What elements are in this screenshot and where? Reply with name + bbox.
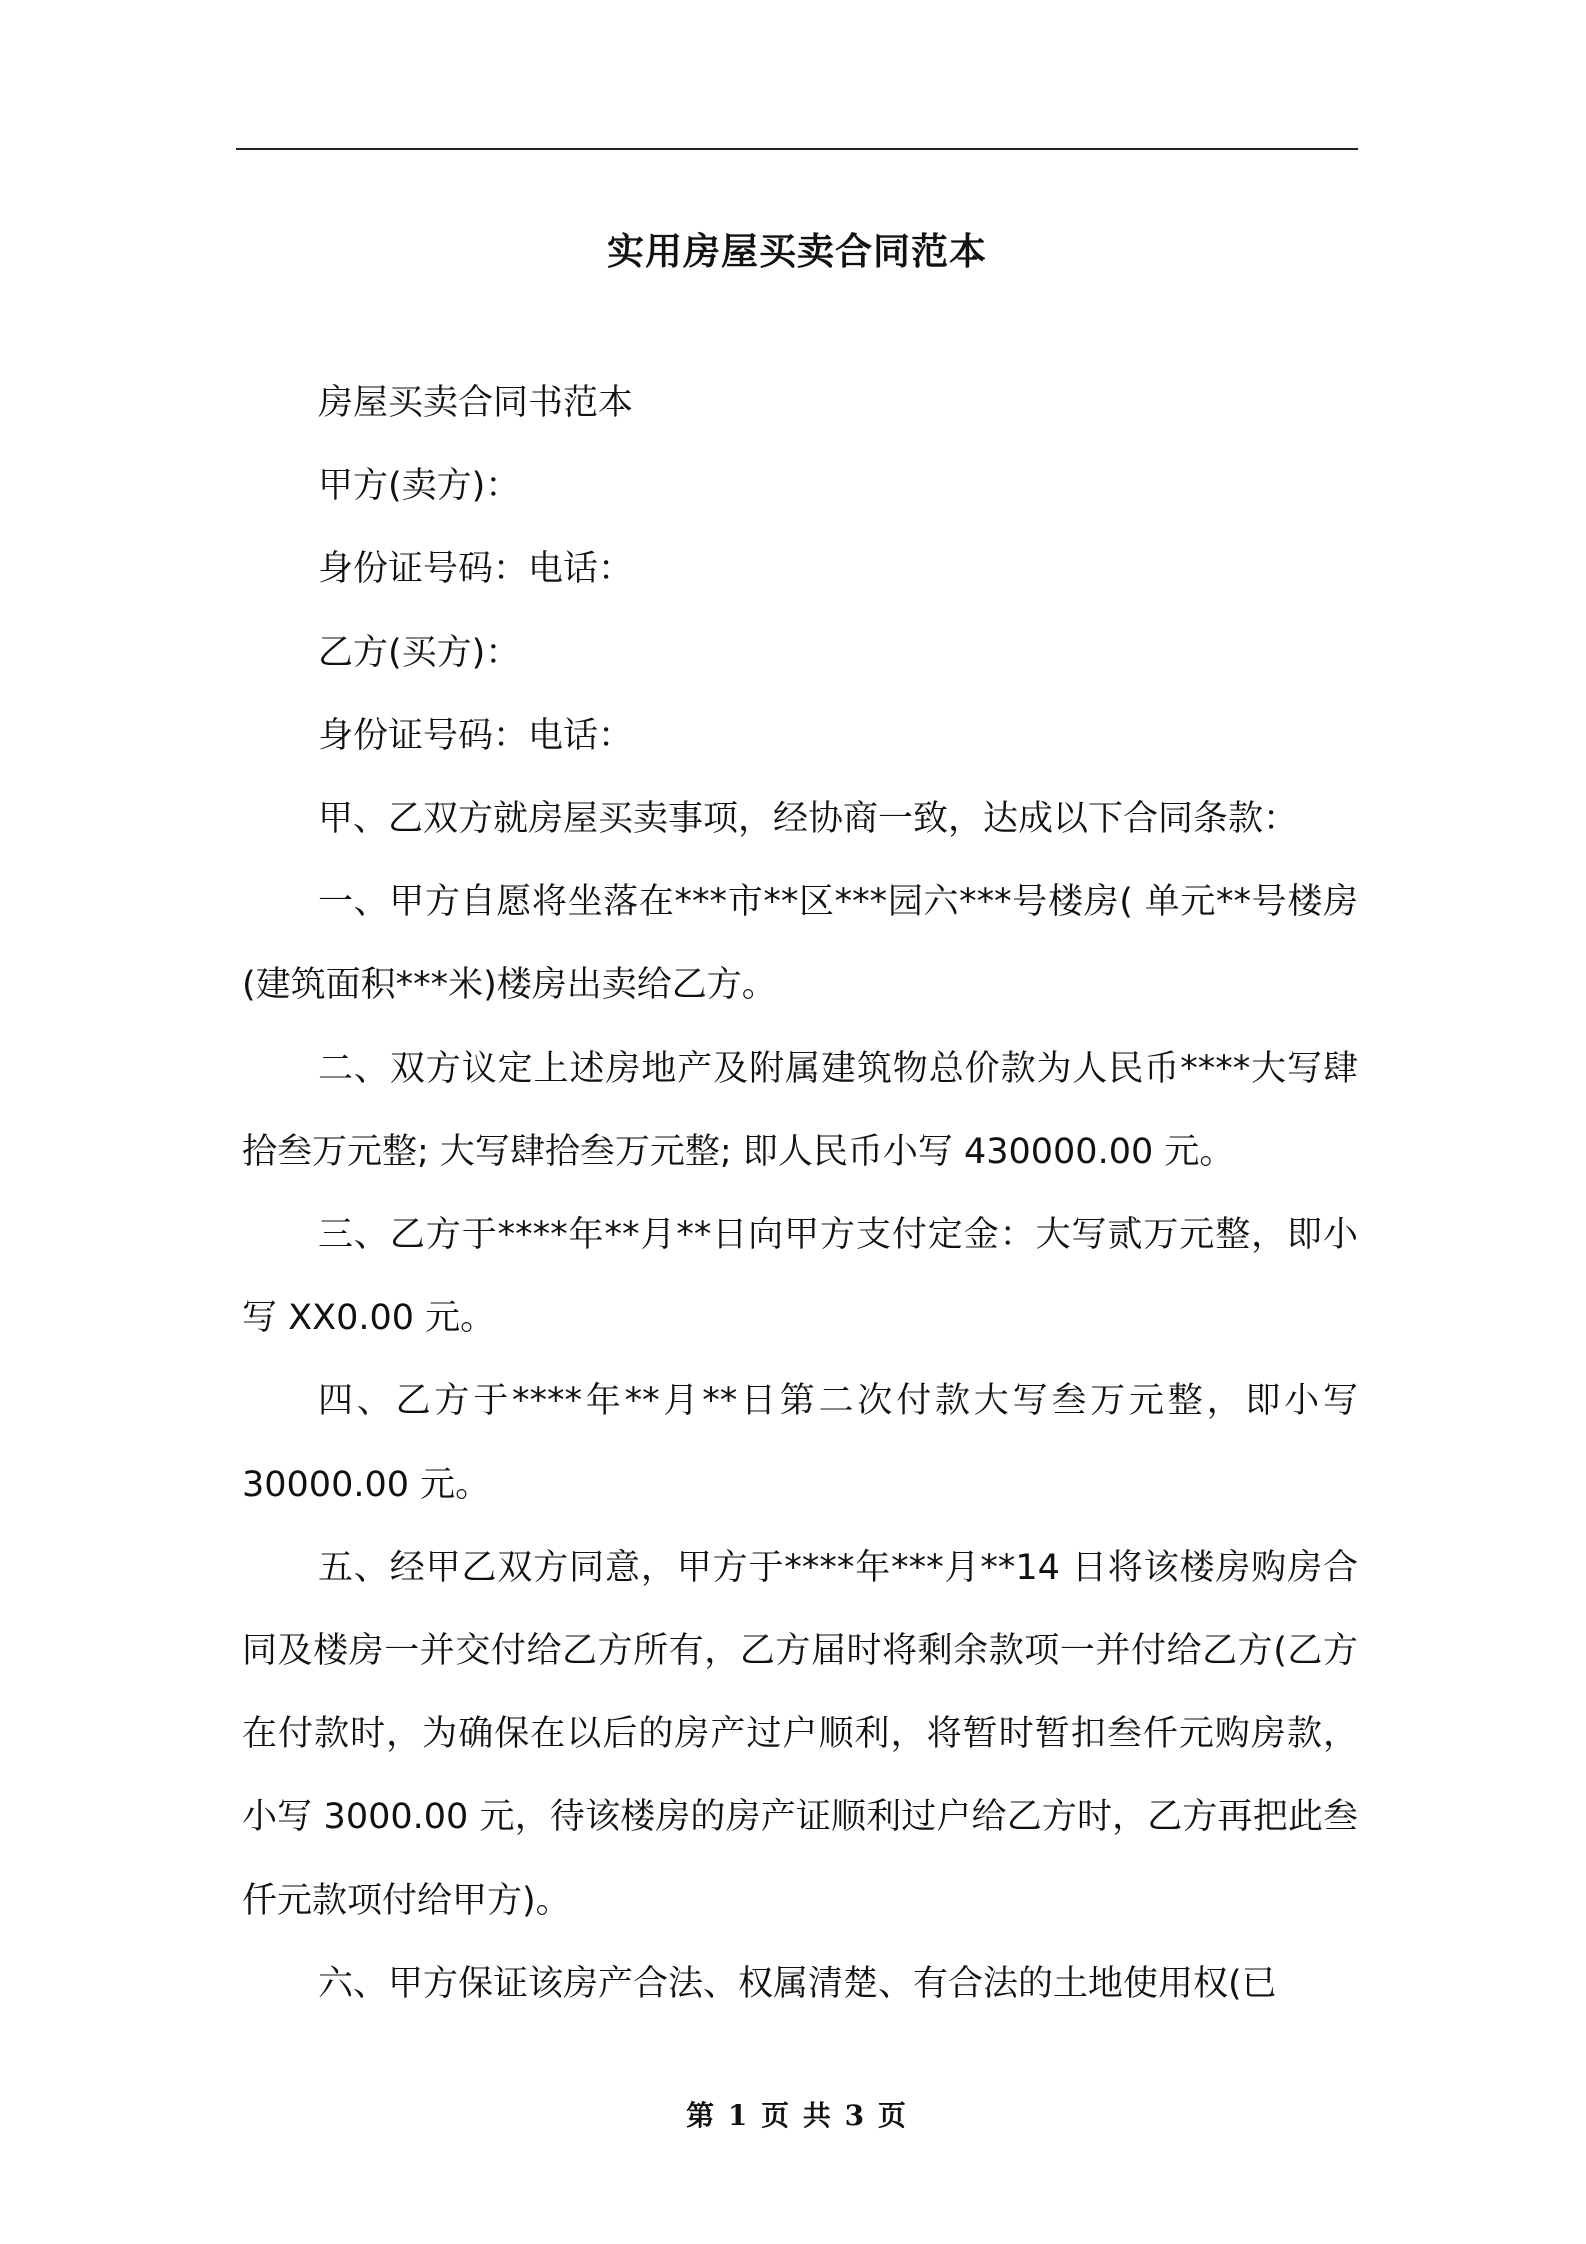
clause-5: 五、经甲乙双方同意，甲方于****年***月**14 日将该楼房购房合同及楼房一并交付给乙方所有，乙方届时将剩余款项一并付给乙方(乙方在付款时，为确保在以后的房产过户顺利，将暂时暂扣叁仟元购房款，小写 3000.00 元，待该楼房的房产证顺利过户给乙方时，乙方再把此叁仟元款项付给甲方)。 — [242, 1547, 1358, 1921]
document-title: 实用房屋买卖合同范本 — [607, 229, 987, 273]
clause-1: 一、甲方自愿将坐落在***市**区***园六***号楼房( 单元**号楼房(建筑面积***米)楼房出卖给乙方。 — [242, 882, 1358, 1006]
paragraph-party-b: 乙方(买方)： — [318, 632, 521, 673]
page-footer: 第 1 页 共 3 页 — [686, 2099, 908, 2132]
paragraph-subtitle: 房屋买卖合同书范本 — [318, 383, 634, 423]
clause-6: 六、甲方保证该房产合法、权属清楚、有合法的土地使用权(已 — [318, 1963, 1277, 2004]
clause-2: 二、双方议定上述房地产及附属建筑物总价款为人民币****大写肆拾叁万元整; 大写肆拾叁万元整; 即人民币小写 430000.00 元。 — [242, 1048, 1358, 1172]
document-body — [242, 362, 1358, 2026]
paragraph-party-a: 甲方(卖方)： — [318, 466, 521, 507]
clause-3: 三、乙方于****年**月**日向甲方支付定金：大写贰万元整，即小写 XX0.00 元。 — [242, 1215, 1358, 1339]
clause-4: 四、乙方于****年**月**日第二次付款大写叁万元整，即小写 30000.00 元。 — [242, 1381, 1358, 1505]
paragraph-party-b-id: 身份证号码：电话： — [318, 715, 634, 756]
header-rule — [236, 148, 1358, 150]
paragraph-preamble: 甲、乙双方就房屋买卖事项，经协商一致，达成以下合同条款： — [318, 799, 1299, 840]
paragraph-party-a-id: 身份证号码：电话： — [318, 549, 634, 590]
